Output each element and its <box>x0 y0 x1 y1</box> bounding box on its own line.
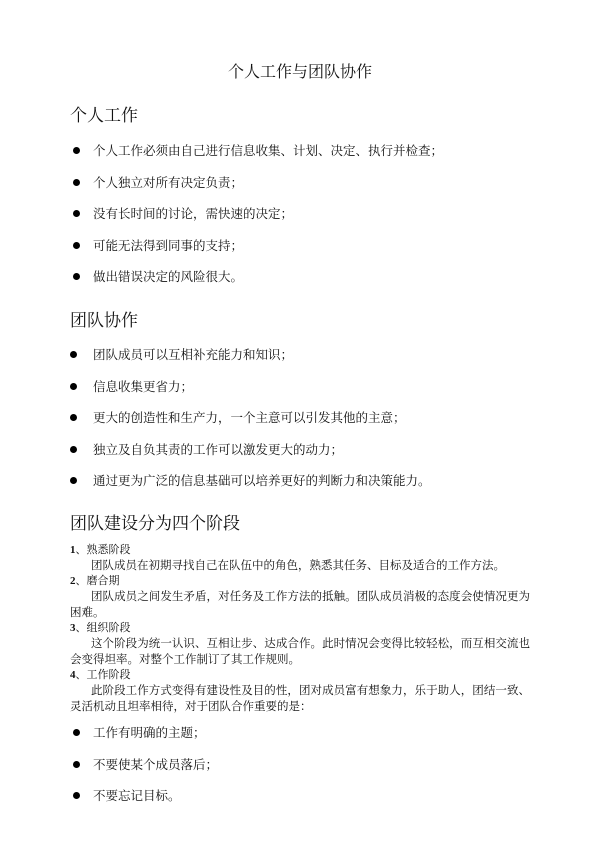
stage-number: 1 <box>70 544 76 556</box>
list-item-text: 独立及自负其责的工作可以激发更大的动力； <box>93 441 344 457</box>
list-item-text: 更大的创造性和生产力，一个主意可以引发其他的主意； <box>93 410 406 425</box>
bullet-icon <box>70 351 77 358</box>
stage-label <box>70 573 530 588</box>
bullet-icon <box>70 446 77 453</box>
bullet-icon <box>70 383 77 390</box>
list-item-text: 做出错误决定的风险很大。 <box>93 269 244 284</box>
list-item-text: 可能无法得到同事的支持； <box>93 237 244 253</box>
list-item-text: 不要忘记目标。 <box>93 788 181 803</box>
list-item-text: 工作有明确的主题； <box>93 725 206 740</box>
list-item-text: 个人工作必须由自己进行信息收集、计划、决定、执行并检查； <box>93 143 444 158</box>
stage-number: 4 <box>70 669 76 681</box>
bullet-icon <box>73 210 80 217</box>
list-item-text: 不要使某个成员落后； <box>93 756 219 772</box>
list-item-text: 信息收集更省力； <box>93 378 194 394</box>
team-stages <box>70 542 530 714</box>
stage-title: 、磨合期 <box>75 574 120 587</box>
bullet-icon <box>73 792 80 799</box>
bullet-icon <box>73 242 80 249</box>
bullet-icon <box>70 414 77 421</box>
stage-number: 2 <box>70 575 76 587</box>
stage-description: 团队成员之间发生矛盾，对任务及工作方法的抵触。团队成员消极的态度会使情况更为困难。 <box>70 589 530 619</box>
stage-label <box>70 542 530 557</box>
list-item-text: 个人独立对所有决定负责； <box>93 174 244 190</box>
section-heading-individual: 个人工作 <box>70 106 138 126</box>
stage-label <box>70 667 530 682</box>
stage-title: 、工作阶段 <box>75 668 131 681</box>
document-title: 个人工作与团队协作 <box>227 62 372 81</box>
stage-title: 、组织阶段 <box>75 621 131 634</box>
list-item-text: 没有长时间的讨论，需快速的决定； <box>93 206 294 221</box>
bullet-icon <box>73 729 80 736</box>
bullet-icon <box>73 761 80 768</box>
stage-title: 、熟悉阶段 <box>75 543 131 556</box>
stage-label <box>70 620 530 635</box>
stage-description: 此阶段工作方式变得有建设性及目的性，团对成员富有想象力，乐于助人，团结一致、灵活机动且坦率相待，对于团队合作重要的是： <box>70 683 530 713</box>
stage-description: 团队成员在初期寻找自己在队伍中的角色，熟悉其任务、目标及适合的工作方法。 <box>91 558 505 572</box>
bullet-icon <box>73 273 80 280</box>
bullet-icon <box>73 179 80 186</box>
bullet-icon <box>73 147 80 154</box>
stage-number: 3 <box>70 622 76 634</box>
section-heading-teamwork: 团队协作 <box>70 311 138 331</box>
bullet-icon <box>70 477 77 484</box>
section-heading-stages: 团队建设分为四个阶段 <box>70 514 240 534</box>
list-item-text: 通过更为广泛的信息基础可以培养更好的判断力和决策能力。 <box>93 473 431 488</box>
stage-description: 这个阶段为统一认识、互相让步、达成合作。此时情况会变得比较轻松，而互相交流也会变得坦率。对整个工作制订了其工作规则。 <box>70 636 530 666</box>
list-item-text: 团队成员可以互相补充能力和知识； <box>93 347 294 362</box>
